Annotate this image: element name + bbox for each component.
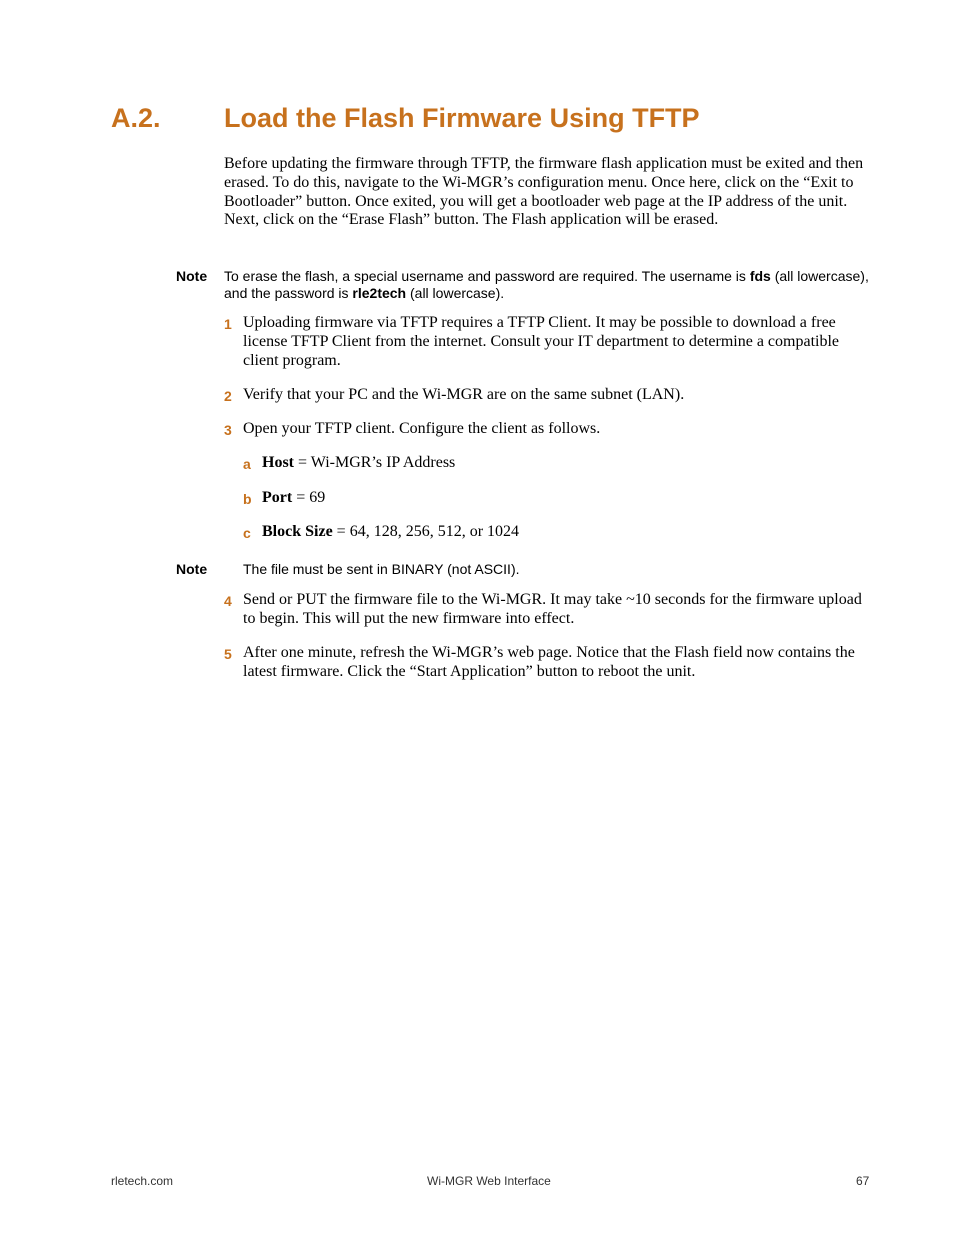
intro-paragraph: Before updating the firmware through TFTP, the firmware flash application must be exited and then erased. To do this, navigate to the Wi-MGR’s configuration menu. Once here, click on the “Exit to Bootloader” button. Once exited, you will get a bootloader web page at the IP address of the unit. Next, click on the “Erase Flash” button. The Flash application will be erased. [224, 155, 864, 229]
step-number: 2 [224, 388, 232, 404]
step-number: 5 [224, 646, 232, 662]
substep-value: = 69 [292, 489, 326, 506]
substep-letter: a [243, 456, 251, 472]
substep-letter: c [243, 525, 251, 541]
substep-key: Port [262, 489, 293, 506]
substep-key: Host [262, 454, 294, 471]
substep-key: Block Size [262, 523, 333, 540]
note-text-part: (all lowercase). [406, 284, 505, 301]
note-text [224, 268, 872, 301]
step-text: Open your TFTP client. Configure the client as follows. [243, 420, 601, 437]
footer-center: Wi-MGR Web Interface [427, 1174, 551, 1188]
step-number: 4 [224, 593, 232, 609]
note-text-part: (all lowercase), and the password is [224, 268, 869, 301]
step-number: 3 [224, 422, 232, 438]
substep-text [262, 523, 863, 542]
note-label: Note [176, 268, 208, 284]
footer-left: rletech.com [111, 1174, 174, 1188]
substep-port [243, 489, 863, 508]
step-number: 1 [224, 316, 232, 332]
substep-value: = 64, 128, 256, 512, or 1024 [332, 523, 520, 540]
note-text: The file must be sent in BINARY (not ASCII). [243, 561, 520, 577]
password-value: rle2tech [352, 284, 407, 301]
substep-value: = Wi-MGR’s IP Address [294, 454, 456, 471]
section-title: Load the Flash Firmware Using TFTP [224, 103, 700, 133]
step-5 [224, 644, 872, 682]
step-text: Uploading firmware via TFTP requires a TFTP Client. It may be possible to download a free license TFTP Client from the internet. Consult your IT department to determine a compatible client program. [243, 314, 840, 369]
step-3 [224, 420, 872, 439]
substep-text [262, 489, 863, 508]
substep-text [262, 454, 863, 473]
note-label: Note [176, 561, 208, 577]
step-text: Verify that your PC and the Wi-MGR are on the same subnet (LAN). [243, 386, 685, 403]
step-2 [224, 386, 872, 405]
substep-block-size [243, 523, 863, 542]
footer-page-number: 67 [856, 1174, 870, 1188]
substep-letter: b [243, 491, 252, 507]
substep-host [243, 454, 863, 473]
step-4 [224, 591, 872, 629]
section-number: A.2. [111, 103, 161, 133]
note-text-part: To erase the flash, a special username and password are required. The username is [224, 268, 750, 284]
step-text: Send or PUT the firmware file to the Wi-MGR. It may take ~10 seconds for the firmware upload to begin. This will put the new firmware into effect. [243, 591, 862, 627]
step-text: After one minute, refresh the Wi-MGR’s web page. Notice that the Flash field now contains the latest firmware. Click the “Start Application” button to reboot the unit. [243, 644, 855, 680]
username-value: fds [749, 268, 771, 284]
step-1 [224, 314, 872, 370]
